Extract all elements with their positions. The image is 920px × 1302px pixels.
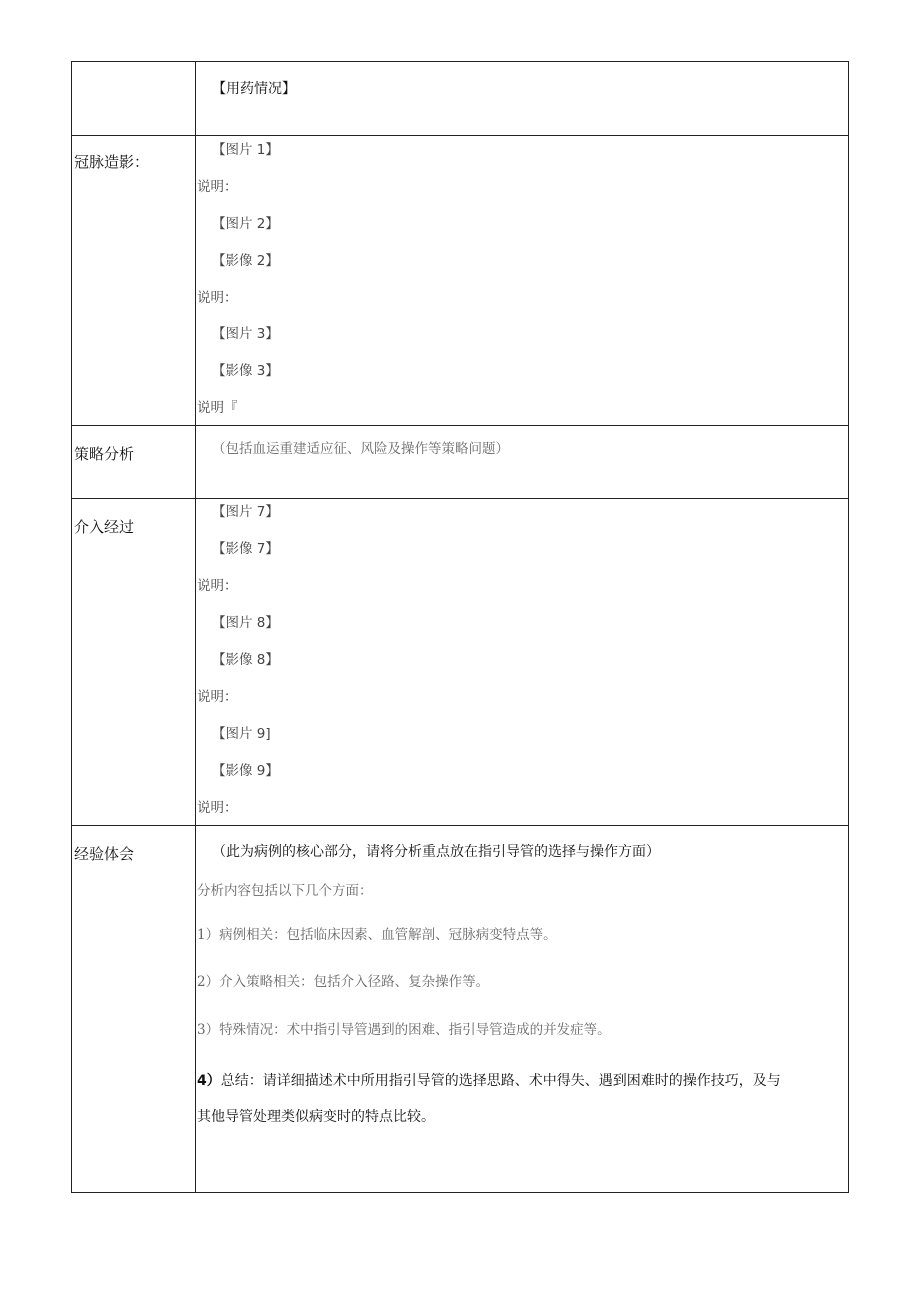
experience-point-4-number: 4） xyxy=(197,1073,221,1089)
cell-intervention xyxy=(196,499,848,825)
intervention-video-9: 【影像 9】 xyxy=(212,763,279,779)
cell-angiography xyxy=(196,136,848,425)
intervention-label: 介入经过 xyxy=(74,518,135,536)
angiography-image-2: 【图片 2】 xyxy=(212,216,279,232)
experience-point-3: 3）特殊情况：术中指引导管遇到的困难、指引导管造成的并发症等。 xyxy=(197,1022,611,1038)
row-intervention xyxy=(72,499,848,826)
medication-heading: 【用药情况】 xyxy=(212,81,296,97)
angiography-image-3: 【图片 3】 xyxy=(212,326,279,342)
angiography-note-3: 说明『 xyxy=(197,400,238,416)
row-strategy xyxy=(72,426,848,499)
intervention-image-9: 【图片 9] xyxy=(212,726,271,742)
intervention-image-8: 【图片 8】 xyxy=(212,615,279,631)
angiography-video-3: 【影像 3】 xyxy=(212,363,279,379)
intervention-note-9: 说明： xyxy=(197,800,238,816)
intervention-image-7: 【图片 7】 xyxy=(212,504,279,520)
strategy-hint: （包括血运重建适应征、风险及操作等策略问题） xyxy=(212,441,509,457)
angiography-note-2: 说明： xyxy=(197,290,238,306)
experience-point-4-text: 总结：请详细描述术中所用指引导管的选择思路、术中得失、遇到困难时的操作技巧，及与 xyxy=(220,1073,781,1089)
experience-intro: （此为病例的核心部分，请将分析重点放在指引导管的选择与操作方面） xyxy=(212,844,660,860)
row-label-strategy xyxy=(72,426,196,498)
experience-point-4 xyxy=(197,1070,781,1090)
row-medication xyxy=(72,62,848,136)
case-form-table xyxy=(71,61,849,1193)
row-label-angiography xyxy=(72,136,196,425)
strategy-label: 策略分析 xyxy=(74,445,135,463)
intervention-note-7: 说明： xyxy=(197,578,238,594)
row-experience xyxy=(72,826,848,1192)
intervention-video-7: 【影像 7】 xyxy=(212,541,279,557)
experience-point-2: 2）介入策略相关：包括介入径路、复杂操作等。 xyxy=(197,974,490,990)
row-label-intervention xyxy=(72,499,196,825)
experience-sub: 分析内容包括以下几个方面： xyxy=(197,883,373,899)
cell-strategy xyxy=(196,426,848,498)
cell-experience xyxy=(196,826,848,1192)
intervention-note-8: 说明： xyxy=(197,689,238,705)
angiography-note-1: 说明： xyxy=(197,179,238,195)
experience-point-1: 1）病例相关：包括临床因素、血管解剖、冠脉病变特点等。 xyxy=(197,927,557,943)
experience-label: 经验体会 xyxy=(74,845,135,863)
row-label-experience xyxy=(72,826,196,1192)
cell-medication xyxy=(196,62,848,135)
angiography-image-1: 【图片 1】 xyxy=(212,142,279,158)
angiography-label: 冠脉造影： xyxy=(74,153,150,171)
experience-point-4-cont: 其他导管处理类似病变时的特点比较。 xyxy=(197,1109,435,1125)
angiography-video-2: 【影像 2】 xyxy=(212,253,279,269)
row-angiography xyxy=(72,136,848,426)
intervention-video-8: 【影像 8】 xyxy=(212,652,279,668)
row-label-medication xyxy=(72,62,196,135)
